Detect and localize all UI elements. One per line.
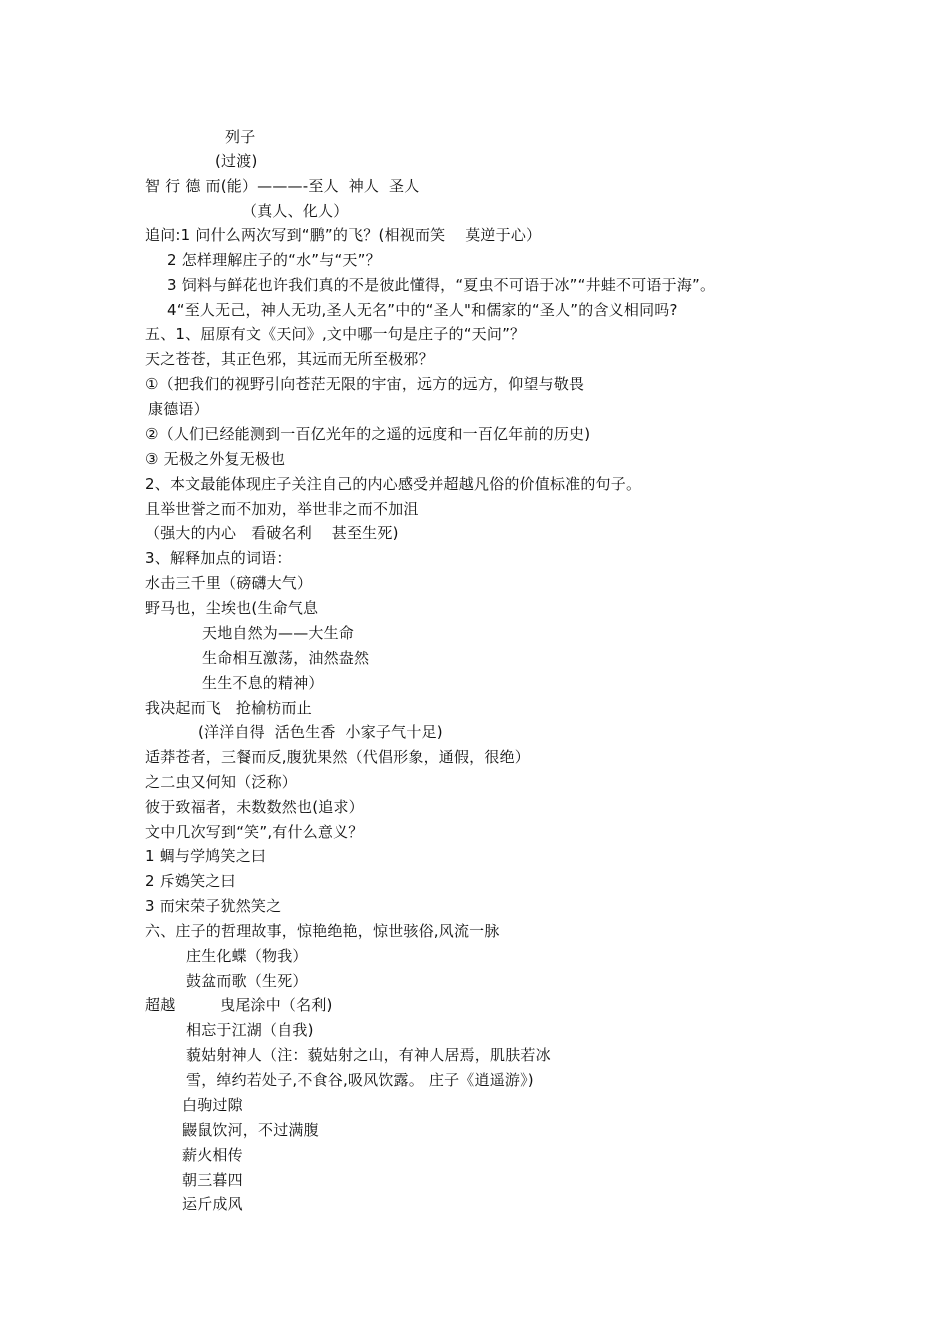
text-line: 鼹鼠饮河，不过满腹 xyxy=(182,1121,319,1139)
text-line: 2 怎样理解庄子的“水”与“天”？ xyxy=(167,251,381,269)
text-line: 之二虫又何知（泛称） xyxy=(145,773,298,791)
text-line: 超越 曳尾涂中（名利) xyxy=(145,996,333,1014)
text-line: 野马也，尘埃也(生命气息 xyxy=(145,599,319,617)
text-line: 1 蜩与学鸠笑之曰 xyxy=(145,847,267,865)
text-line: (洋洋自得 活色生香 小家子气十足) xyxy=(198,723,443,741)
text-line: 天之苍苍，其正色邪，其远而无所至极邪？ xyxy=(145,350,434,368)
text-line: 相忘于江湖（自我) xyxy=(186,1021,314,1039)
text-line: 生命相互激荡，油然盎然 xyxy=(202,649,370,667)
text-line: 生生不息的精神） xyxy=(202,674,324,692)
text-line: 3、解释加点的词语： xyxy=(145,549,292,567)
text-line: 水击三千里（磅礴大气） xyxy=(145,574,313,592)
text-line: 且举世誉之而不加劝，举世非之而不加沮 xyxy=(145,500,419,518)
text-line: 康德语） xyxy=(148,400,209,418)
text-line: 白驹过隙 xyxy=(182,1096,243,1114)
text-line: 雪，绰约若处子,不食谷,吸风饮露。 庄子《逍遥游》) xyxy=(186,1071,534,1089)
text-line: 智 行 德 而(能）———-至人 神人 圣人 xyxy=(145,177,420,195)
text-line: (过渡) xyxy=(215,152,258,170)
text-line: 天地自然为——大生命 xyxy=(202,624,355,642)
text-line: 五、1、屈原有文《天问》,文中哪一句是庄子的“天问”？ xyxy=(145,325,526,343)
text-line: （真人、化人） xyxy=(242,202,349,220)
text-line: 鼓盆而歌（生死） xyxy=(186,972,308,990)
text-line: ③ 无极之外复无极也 xyxy=(145,450,286,468)
text-line: （强大的内心 看破名利 甚至生死) xyxy=(145,524,399,542)
text-line: 2 斥鴳笑之曰 xyxy=(145,872,236,890)
text-line: 追问:1 问什么两次写到“鹏”的飞？(相视而笑 莫逆于心） xyxy=(145,226,542,244)
text-line: 朝三暮四 xyxy=(182,1171,243,1189)
text-line: 2、本文最能体现庄子关注自己的内心感受并超越凡俗的价值标准的句子。 xyxy=(145,475,642,493)
text-line: 3 而宋荣子犹然笑之 xyxy=(145,897,282,915)
text-line: 列子 xyxy=(225,128,256,146)
text-line: 薪火相传 xyxy=(182,1146,243,1164)
text-line: 六、庄子的哲理故事，惊艳绝艳，惊世骇俗,风流一脉 xyxy=(145,922,500,940)
text-line: 4“至人无己，神人无功,圣人无名”中的“圣人"和儒家的“圣人”的含义相同吗? xyxy=(167,301,678,319)
text-line: 藐姑射神人（注：藐姑射之山，有神人居焉，肌肤若冰 xyxy=(186,1046,551,1064)
text-line: ①（把我们的视野引向苍茫无限的宇宙，远方的远方，仰望与敬畏 xyxy=(145,375,585,393)
text-line: 文中几次写到“笑”,有什么意义？ xyxy=(145,823,364,841)
text-line: 庄生化蝶（物我） xyxy=(186,947,308,965)
text-line: 3 饲料与鲜花也许我们真的不是彼此懂得，“夏虫不可语于冰”“井蛙不可语于海”。 xyxy=(167,276,716,294)
text-line: 我决起而飞 抢榆枋而止 xyxy=(145,699,312,717)
text-line: 运斤成风 xyxy=(182,1195,243,1213)
text-line: 适莽苍者，三餐而反,腹犹果然（代倡形象，通假，很绝） xyxy=(145,748,530,766)
text-line: ②（人们已经能测到一百亿光年的之遥的远度和一百亿年前的历史) xyxy=(145,425,591,443)
text-line: 彼于致福者，未数数然也(追求） xyxy=(145,798,364,816)
